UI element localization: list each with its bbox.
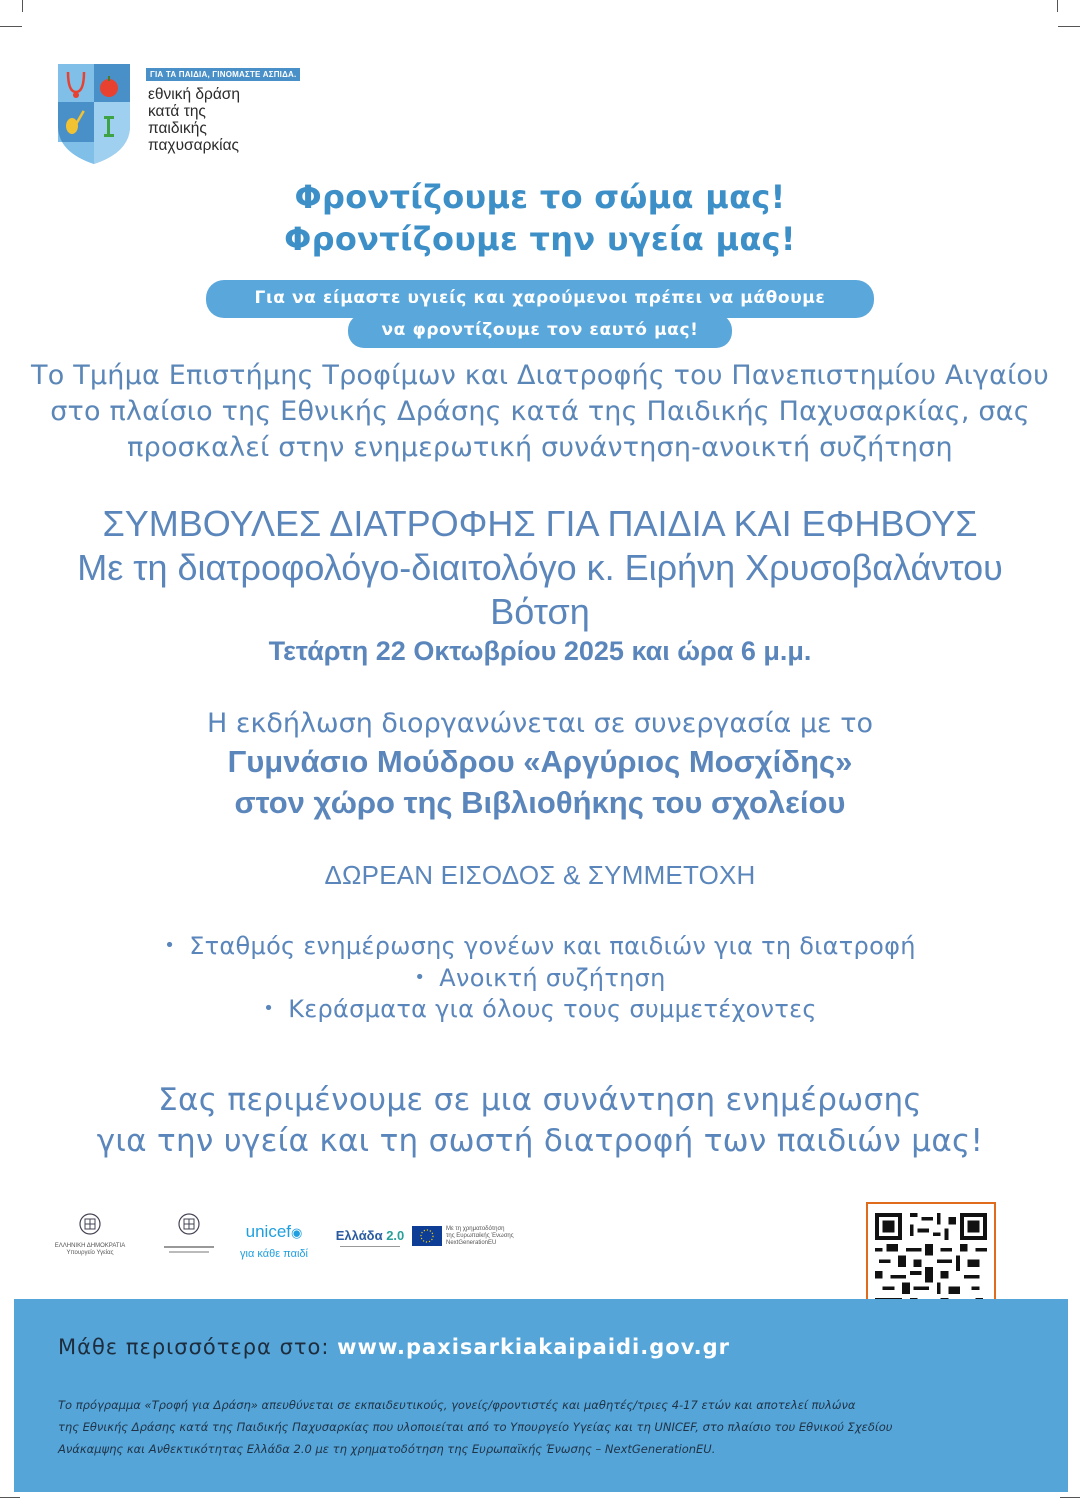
logo-name-line: παιδικής [148, 120, 207, 137]
greek-emblem-icon [78, 1212, 102, 1238]
intro-line-1: Το Τμήμα Επιστήμης Τροφίμων και Διατροφής του Πανεπιστημίου Αιγαίου [31, 360, 1049, 391]
crop-mark [1057, 0, 1058, 12]
campaign-logo [58, 64, 298, 169]
unicef-wordmark: unicef [245, 1222, 292, 1241]
partner-ministry-2 [154, 1212, 224, 1253]
bullet-text: Κεράσματα για όλους τους συμμετέχοντες [288, 995, 817, 1023]
crop-mark [22, 0, 23, 12]
partner-ministry-line-1: ΕΛΛΗΝΙΚΗ ΔΗΜΟΚΡΑΤΙΑ [54, 1243, 126, 1249]
crop-mark [0, 1497, 20, 1498]
venue-intro: Η εκδήλωση διοργανώνεται σε συνεργασία με το [206, 708, 874, 739]
partner-logos [50, 1212, 550, 1272]
pill-banner-line-1: Για να είμαστε υγιείς και χαρούμενοι πρέπει να μάθουμε [206, 280, 874, 318]
crop-mark [1060, 1497, 1080, 1498]
closing-line-2: για την υγεία και τη σωστή διατροφή των παιδιών μας! [96, 1123, 984, 1159]
intro-line-2: στο πλαίσιο της Εθνικής Δράσης κατά της Παιδικής Παχυσαρκίας, σας [50, 396, 1030, 427]
heading-line-2: Φροντίζουμε την υγεία μας! [284, 220, 796, 258]
logo-name [148, 86, 240, 154]
greece20-number: 2.0 [386, 1228, 405, 1243]
disclaimer-line: της Εθνικής Δράσης κατά της Παιδικής Παχυσαρκίας που υλοποιείται από το Υπουργείο Υγείας και τη UNICEF, στο πλαίσιο του Εθνικού Σχεδίου [58, 1420, 893, 1434]
partner-ministry [50, 1212, 130, 1257]
partner-eu [412, 1226, 542, 1247]
greece20-label: Ελλάδα [335, 1228, 383, 1243]
globe-icon: ◉ [291, 1225, 303, 1240]
crop-mark [0, 26, 22, 27]
free-entry: ΔΩΡΕΑΝ ΕΙΣΟΔΟΣ & ΣΥΜΜΕΤΟΧΗ [324, 860, 756, 890]
disclaimer-line: Το πρόγραμμα «Τροφή για Δράση» απευθύνεται σε εκπαιδευτικούς, γονείς/φροντιστές και μαθητές/τριες 4-17 ετών και αποτελεί πυλώνα [58, 1398, 856, 1412]
footer-banner [14, 1299, 1068, 1492]
bullet-text: Σταθμός ενημέρωσης γονέων και παιδιών για τη διατροφή [189, 932, 916, 960]
greek-emblem-icon [177, 1212, 201, 1238]
bullet-icon: • [263, 998, 275, 1019]
eu-text-line-2: της Ευρωπαϊκής Ένωσης [446, 1233, 514, 1239]
eu-text-line-1: Με τη χρηματοδότηση [446, 1226, 505, 1232]
bullet-item [0, 993, 1080, 1025]
event-speaker: Με τη διατροφολόγο-διαιτολόγο κ. Ειρήνη Χρυσοβαλάντου [77, 547, 1003, 588]
logo-name-line: παχυσαρκίας [148, 137, 240, 154]
event-speaker-surname: Βότση [490, 591, 590, 632]
unicef-tagline: για κάθε παιδί [240, 1248, 308, 1260]
logo-name-line: εθνική δράση [148, 86, 240, 103]
partner-ministry-line-2: Υπουργείο Υγείας [66, 1250, 114, 1256]
logo-name-line: κατά της [148, 103, 206, 120]
venue-school: Γυμνάσιο Μούδρου «Αργύριος Μοσχίδης» [227, 744, 853, 779]
partner-unicef [236, 1222, 312, 1260]
shield-icon [58, 64, 130, 164]
venue-place: στον χώρο της Βιβλιοθήκης του σχολείου [234, 785, 846, 820]
program-disclaimer [58, 1394, 1028, 1460]
bullet-icon: • [164, 935, 176, 956]
bullet-icon: • [414, 967, 426, 988]
heading-line-1: Φροντίζουμε το σώμα μας! [294, 178, 786, 216]
eu-flag-icon [412, 1226, 442, 1246]
disclaimer-line: Ανάκαμψης και Ανθεκτικότητας Ελλάδα 2.0 με τη χρηματοδότηση της Ευρωπαϊκής Ένωσης – NextGenerationEU. [58, 1442, 716, 1456]
partner-greece20 [330, 1228, 410, 1250]
learn-more-label: Μάθε περισσότερα στο: [58, 1335, 330, 1359]
eu-text-line-3: NextGenerationEU [446, 1240, 497, 1246]
event-datetime: Τετάρτη 22 Οκτωβρίου 2025 και ώρα 6 μ.μ. [268, 636, 812, 666]
bullet-item [0, 962, 1080, 994]
crop-mark [1058, 26, 1080, 27]
website-link[interactable]: www.paxisarkiakaipaidi.gov.gr [337, 1335, 731, 1359]
intro-line-3: προσκαλεί στην ενημερωτική συνάντηση-ανοικτή συζήτηση [127, 432, 953, 463]
event-title: ΣΥΜΒΟΥΛΕΣ ΔΙΑΤΡΟΦΗΣ ΓΙΑ ΠΑΙΔΙΑ ΚΑΙ ΕΦΗΒΟΥΣ [102, 503, 978, 544]
pill-banner-line-2: να φροντίζουμε τον εαυτό μας! [348, 314, 732, 348]
bullet-item [0, 930, 1080, 962]
bullet-text: Ανοικτή συζήτηση [439, 964, 666, 992]
closing-line-1: Σας περιμένουμε σε μια συνάντηση ενημέρωσης [158, 1082, 922, 1118]
logo-tagline: ΓΙΑ ΤΑ ΠΑΙΔΙΑ, ΓΙΝΟΜΑΣΤΕ ΑΣΠΙΔΑ. [146, 68, 300, 81]
learn-more [58, 1335, 730, 1359]
